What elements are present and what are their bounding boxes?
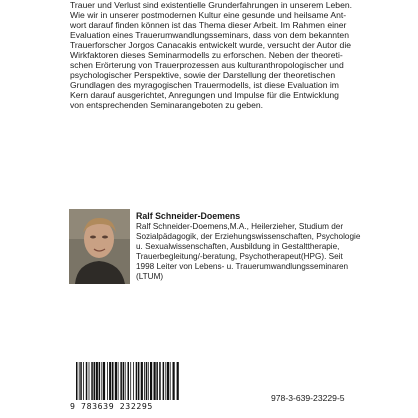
barcode-bar — [123, 362, 125, 400]
blurb-line: wort darauf finden können ist das Thema dieser Arbeit. Im Rahmen einer — [70, 20, 347, 31]
blurb-line: Kern darauf ausgerichtet, Anregungen und Impulse für die Entwicklung — [70, 90, 339, 101]
barcode-digits: 9 783639 232295 — [70, 401, 153, 411]
barcode-bar — [150, 362, 152, 400]
barcode-bar — [120, 362, 122, 400]
barcode-bar — [163, 362, 165, 400]
blurb-line: Trauerforscher Jorgos Canacakis entwickelt wurde, versucht der Autor die — [70, 40, 352, 51]
author-bio — [136, 222, 361, 283]
barcode-bar — [173, 362, 175, 400]
barcode-bar — [80, 362, 82, 400]
barcode-bar — [154, 362, 156, 400]
author-name: Ralf Schneider-Doemens — [136, 211, 241, 221]
author-photo — [69, 209, 130, 284]
barcode-bar — [83, 362, 84, 400]
barcode-bar — [165, 362, 166, 400]
blurb-line: Wie wir in unserer postmodernen Kultur eine gesunde und heilsame Ant- — [70, 10, 347, 21]
barcode-bar — [128, 362, 130, 400]
barcode-bar — [146, 362, 148, 400]
author-bio-line: Sozialpädagogik, der Erziehungswissenschaften, Psychologie — [136, 232, 361, 242]
blurb-line: Wirkfaktoren dieses Seminarmodells zu erforschen. Neben der theoreti- — [70, 50, 343, 61]
isbn-number: 978-3-639-23229-5 — [271, 393, 345, 403]
blurb-line: von entsprechenden Seminarangeboten zu geben. — [70, 100, 264, 111]
barcode-bar — [99, 362, 101, 400]
barcode-bars — [70, 362, 186, 400]
barcode-bar — [79, 362, 80, 400]
barcode-bar — [91, 362, 93, 400]
barcode-bar — [103, 362, 105, 400]
cover-blurb — [70, 0, 353, 111]
barcode-bar — [86, 362, 88, 400]
barcode-bar — [130, 362, 131, 400]
barcode-bar — [148, 362, 149, 400]
barcode-bar — [112, 362, 114, 400]
author-portrait-image — [69, 209, 130, 284]
author-bio-line: 1998 Leiter von Lebens- u. Trauerumwandlungsseminaren — [136, 262, 349, 272]
blurb-line: Evaluation eines Trauerumwandlungsseminars, dass von dem bekannten — [70, 30, 349, 41]
blurb-line: psychologischer Perspektive, sowie der Darstellung der theoretischen — [70, 70, 336, 81]
barcode-bar — [138, 362, 140, 400]
barcode-bar — [107, 362, 108, 400]
barcode-bar — [76, 362, 78, 400]
barcode-bar — [141, 362, 143, 400]
barcode-bar — [101, 362, 102, 400]
barcode-bar — [94, 362, 96, 400]
barcode-bar — [115, 362, 117, 400]
barcode-bar — [159, 362, 161, 400]
barcode-bar — [96, 362, 98, 400]
barcode-bar — [170, 362, 171, 400]
barcode-bar — [125, 362, 126, 400]
barcode-bar — [177, 362, 179, 400]
barcode-bar — [144, 362, 145, 400]
author-bio-line: Ralf Schneider-Doemens,M.A., Heilerzieher, Studium der — [136, 222, 344, 231]
barcode-bar — [118, 362, 119, 400]
barcode-bar — [89, 362, 90, 400]
barcode-bar — [167, 362, 169, 400]
barcode-bar — [133, 362, 134, 400]
author-bio-line: (LTUM) — [136, 272, 164, 282]
author-bio-line: u. Sexualwissenschaften, Ausbildung in Gestalttherapie, — [136, 242, 340, 252]
blurb-line: Trauer und Verlust sind existentielle Grunderfahrungen in unserem Leben. — [70, 0, 353, 10]
barcode-bar — [109, 362, 111, 400]
barcode-bar — [136, 362, 138, 400]
blurb-line: Grundlagen des myragogischen Trauermodells, ist diese Evaluation im — [70, 80, 339, 91]
barcode-bar — [156, 362, 158, 400]
blurb-line: schen Erörterung von Trauerprozessen aus kulturanthropologischer und — [70, 60, 344, 71]
author-bio-line: Trauerbegleitung/-beratung, Psychotherapeut(HPG). Seit — [136, 252, 343, 262]
